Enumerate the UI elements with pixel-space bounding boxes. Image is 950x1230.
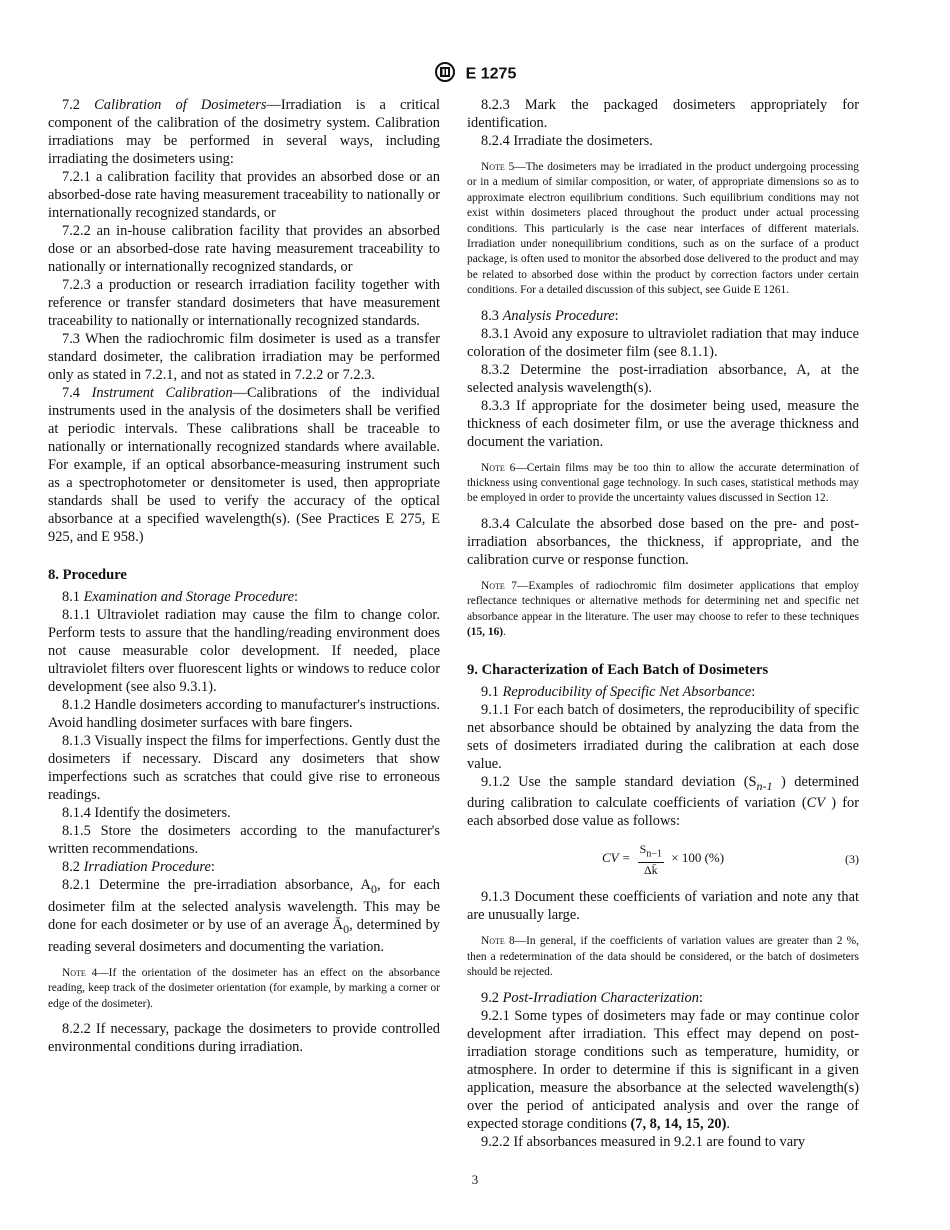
equation-rhs: × 100 (%) — [671, 850, 725, 866]
paragraph-7-3: 7.3 When the radiochromic film dosimeter is used as a transfer standard dosimeter, the calibration irradiation may be performed only as stated in 7.2.1, and not as stated in 7.2.2 or 7.2.3. — [48, 331, 440, 383]
note-5: Note 5—The dosimeters may be irradiated in the product undergoing processing or in a medium of similar composition, or water, of appropriate dimensions so as to approximate electron equilibrium conditions. Such equilibrium conditions may not exist within dosimeters placed throughout the product under actual processing conditions. This particularly is the case near interfaces of different materials. Irradiation under nonequilibrium conditions, such as on the surface of a product package, is often used to monitor the absorbed dose delivered to the product and may be related to absorbed dose within the product by correction factors under certain conditions. For a detailed discussion of this subject, see Guide E 1261. — [467, 161, 859, 297]
paragraph-8-1-1: 8.1.1 Ultraviolet radiation may cause the film to change color. Perform tests to assure that the handling/reading environment does not cause measurable color development. If needed, place ultraviolet filters over fluorescent lights or windows to reduce color development (see also 9.3.1). — [48, 607, 440, 695]
paragraph-8-3-3: 8.3.3 If appropriate for the dosimeter being used, measure the thickness of each dosimeter film, or use the average thickness and document the variation. — [467, 397, 859, 450]
paragraph-8-2-4: 8.2.4 Irradiate the dosimeters. — [481, 133, 653, 149]
paragraph-7-2: 7.2 Calibration of Dosimeters—Irradiation is a critical component of the calibration of the dosimetry system. Calibration irradiations may be performed in several ways, including irradiating the dosimeters using: — [48, 97, 440, 167]
paragraph-8-2-3: 8.2.3 Mark the packaged dosimeters appropriately for identification. — [467, 97, 859, 131]
paragraph-8-3-4: 8.3.4 Calculate the absorbed dose based on the pre- and post-irradiation absorbances, the thickness, if appropriate, and the calibration curve or response function. — [467, 515, 859, 568]
section-8-heading: 8. Procedure — [48, 567, 127, 583]
paragraph-8-1-5: 8.1.5 Store the dosimeters according to the manufacturer's written recommendations. — [48, 823, 440, 857]
paragraph-8-1-4: 8.1.4 Identify the dosimeters. — [62, 805, 231, 821]
paragraph-7-2-3: 7.2.3 a production or research irradiation facility together with reference or transfer standard dosimeters that have measurement traceability to nationally or internationally recognized standards. — [48, 277, 440, 329]
note-8: Note 8—In general, if the coefficients of variation values are greater than 2 %, then a redetermination of the data should be considered, or the batch of dosimeters should be rejected. — [467, 935, 859, 979]
paragraph-9-1: 9.1 Reproducibility of Specific Net Absorbance: — [481, 683, 756, 700]
section-9-heading: 9. Characterization of Each Batch of Dosimeters — [467, 661, 769, 678]
equation-number: (3) — [845, 852, 859, 867]
equation-3 — [467, 836, 859, 880]
paragraph-9-2-2: 9.2.2 If absorbances measured in 9.2.1 are found to vary — [481, 1133, 806, 1150]
paragraph-7-2-2: 7.2.2 an in-house calibration facility that provides an absorbed dose or an absorbed-dose rate having measurement traceability to nationally or internationally recognized standards, or — [48, 223, 440, 275]
equation-fraction — [638, 842, 664, 876]
paragraph-9-1-3: 9.1.3 Document these coefficients of variation and note any that are unusually large. — [467, 889, 859, 924]
paragraph-9-2-1: 9.2.1 Some types of dosimeters may fade or may continue color development after irradiation. This effect may depend on post-irradiation storage conditions such as temperature, humidity, or atmosphere. In order to determine if this is significant in a given application, measure the absorbance at the selected wavelength(s) over the period of anticipated analysis and over the range of expected storage conditions (7, 8, 14, 15, 20). — [467, 1007, 859, 1132]
paragraph-8-3-1: 8.3.1 Avoid any exposure to ultraviolet radiation that may induce coloration of the dosimeter film (see 8.1.1). — [467, 325, 859, 360]
note-7: Note 7—Examples of radiochromic film dosimeter applications that employ reflectance techniques or alternative methods for determining net and specific net absorbance appear in the literature. The user may choose to refer to these techniques (15, 16). — [467, 579, 859, 639]
standard-designation: E 1275 — [465, 65, 517, 83]
note-4: Note 4—If the orientation of the dosimeter has an effect on the absorbance reading, keep track of the dosimeter orientation (for example, by marking a corner or edge of the dosimeter). — [48, 966, 440, 1010]
equation-denominator: Δk̄ — [643, 862, 658, 877]
page-header — [0, 62, 950, 87]
paragraph-8-2-2: 8.2.2 If necessary, package the dosimeters to provide controlled environmental conditions during irradiation. — [48, 1020, 440, 1055]
left-column — [48, 96, 440, 1056]
paragraph-8-3-2: 8.3.2 Determine the post-irradiation absorbance, A, at the selected analysis wavelength(s). — [467, 361, 859, 396]
paragraph-8-1-3: 8.1.3 Visually inspect the films for imperfections. Gently dust the dosimeters if necessary. Discard any dosimeters that show imperfections such as scratches that could give rise to erroneous readings. — [48, 733, 440, 803]
paragraph-9-1-2: 9.1.2 Use the sample standard deviation ($S_{n-1}$ ) determined during calibration to calculate coefficients of variation (CV ) for each absorbed dose value as follows: — [467, 773, 860, 830]
paragraph-8-2: 8.2 Irradiation Procedure: — [62, 859, 215, 875]
astm-logo-icon — [434, 62, 456, 87]
paragraph-9-2: 9.2 Post-Irradiation Characterization: — [481, 989, 703, 1006]
right-column — [467, 96, 859, 1151]
paragraph-7-4: 7.4 Instrument Calibration—Calibrations of the individual instruments used in the analysis of the dosimeters shall be verified at periodic intervals. These calibrations shall be traceable to nationally or internationally recognized standards where available. For example, if an optical absorbance-measuring instrument such as a spectrophotometer or densitometer is used, then appropriate standards shall be used to verify the accuracy of the optical absorbance at a specified wavelength(s). (See Practices E 275, E 925, and E 958.) — [48, 385, 440, 545]
paragraph-8-2-1: 8.2.1 Determine the pre-irradiation absorbance, $A_0$, for each dosimeter film at the selected analysis wavelength. This may be done for each dosimeter or by use of an average $Ā_0$, determined by reading several dosimeters and documenting the variation. — [48, 877, 440, 955]
page-number: 3 — [471, 1172, 479, 1187]
paragraph-7-2-1: 7.2.1 a calibration facility that provides an absorbed dose or an absorbed-dose rate having measurement traceability to nationally or internationally recognized standards, or — [48, 169, 440, 221]
paragraph-9-1-1: 9.1.1 For each batch of dosimeters, the reproducibility of specific net absorbance should be obtained by analyzing the data from the sets of dosimeters irradiated during the calibration at each dose value. — [467, 701, 859, 772]
note-6: Note 6—Certain films may be too thin to allow the accurate determination of thickness using conventional gage technology. In such cases, statistical methods may be employed in order to provide the uncertainty values discussed in Section 12. — [467, 461, 859, 505]
paragraph-8-1: 8.1 Examination and Storage Procedure: — [62, 589, 298, 605]
equation-numerator: $S_{n-1}$ — [638, 842, 664, 862]
paragraph-8-1-2: 8.1.2 Handle dosimeters according to manufacturer's instructions. Avoid handling dosimeter surfaces with bare fingers. — [48, 697, 440, 731]
paragraph-8-3: 8.3 Analysis Procedure: — [481, 307, 619, 324]
equation-lhs: CV = — [602, 850, 631, 866]
